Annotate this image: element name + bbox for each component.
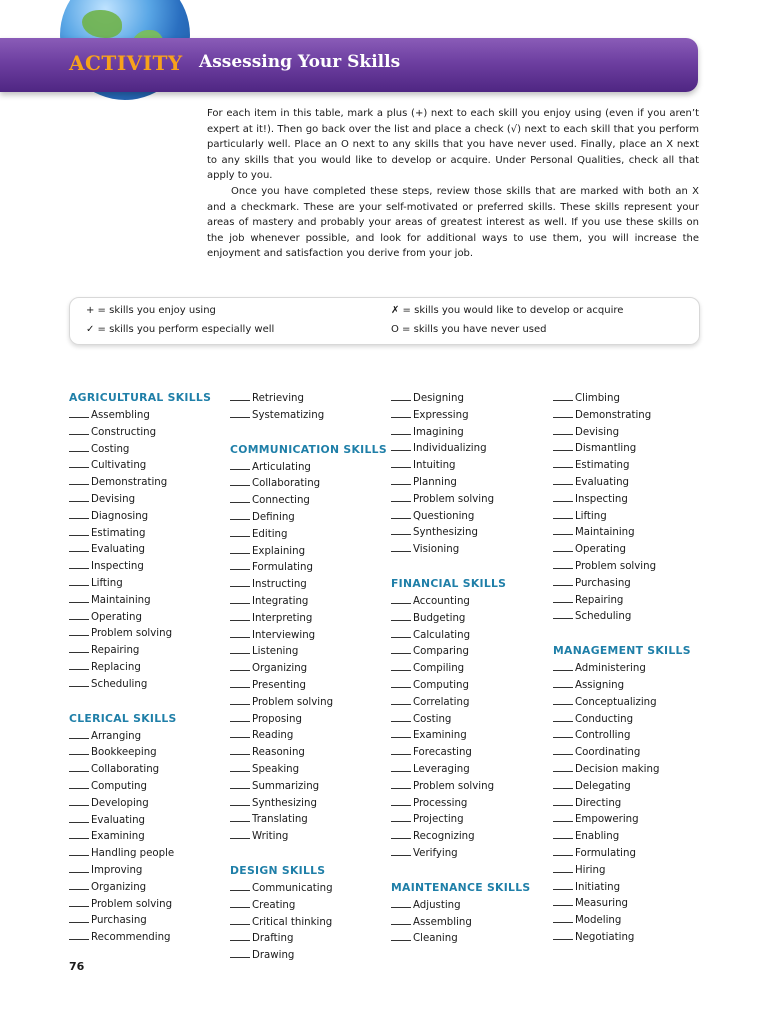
skill-item: Diagnosing xyxy=(69,509,229,526)
skill-item: Articulating xyxy=(230,460,390,477)
section-heading: CLERICAL SKILLS xyxy=(69,711,177,725)
section-heading: MANAGEMENT SKILLS xyxy=(553,644,691,658)
skill-item: Lifting xyxy=(69,576,229,593)
skill-item: Retrieving xyxy=(230,391,390,408)
skill-item: Individualizing xyxy=(391,441,551,458)
skill-item: Enabling xyxy=(553,829,713,846)
skill-item: Inspecting xyxy=(553,492,713,509)
skill-item: Maintaining xyxy=(553,525,713,542)
skill-item: Computing xyxy=(391,678,551,695)
skill-item: Projecting xyxy=(391,812,551,829)
skill-item: Critical thinking xyxy=(230,915,390,932)
legend-box xyxy=(69,297,700,345)
skill-item: Conceptualizing xyxy=(553,695,713,712)
skill-item: Hiring xyxy=(553,863,713,880)
skill-item: Decision making xyxy=(553,762,713,779)
skill-item: Listening xyxy=(230,644,390,661)
skill-item: Visioning xyxy=(391,542,551,559)
legend-x: ✗ = skills you would like to develop or acquire xyxy=(391,305,624,316)
skill-item: Climbing xyxy=(553,391,713,408)
skill-item: Repairing xyxy=(553,593,713,610)
intro-text xyxy=(207,106,699,262)
skill-item: Budgeting xyxy=(391,611,551,628)
skill-item: Assigning xyxy=(553,678,713,695)
skill-item: Evaluating xyxy=(553,475,713,492)
skill-item: Costing xyxy=(391,712,551,729)
skill-item: Verifying xyxy=(391,846,551,863)
skill-item: Problem solving xyxy=(391,779,551,796)
skill-item: Expressing xyxy=(391,408,551,425)
skill-item: Demonstrating xyxy=(69,475,229,492)
skill-item: Imagining xyxy=(391,425,551,442)
skill-item: Designing xyxy=(391,391,551,408)
skill-item: Maintaining xyxy=(69,593,229,610)
skill-item: Costing xyxy=(69,442,229,459)
skill-item: Examining xyxy=(391,728,551,745)
skill-item: Directing xyxy=(553,796,713,813)
skill-item: Intuiting xyxy=(391,458,551,475)
skill-item: Problem solving xyxy=(391,492,551,509)
skill-item: Comparing xyxy=(391,644,551,661)
skill-item: Scheduling xyxy=(69,677,229,694)
skill-item: Proposing xyxy=(230,712,390,729)
skill-item: Arranging xyxy=(69,729,229,746)
skill-item: Bookkeeping xyxy=(69,745,229,762)
skill-item: Questioning xyxy=(391,509,551,526)
skill-item: Assembling xyxy=(69,408,229,425)
skill-item: Formulating xyxy=(230,560,390,577)
skill-item: Collaborating xyxy=(230,476,390,493)
skill-item: Calculating xyxy=(391,628,551,645)
skill-item: Formulating xyxy=(553,846,713,863)
activity-banner xyxy=(0,38,698,92)
skill-item: Dismantling xyxy=(553,441,713,458)
skill-item: Purchasing xyxy=(69,913,229,930)
skill-item: Operating xyxy=(553,542,713,559)
skill-item: Scheduling xyxy=(553,609,713,626)
legend-o: O = skills you have never used xyxy=(391,324,547,335)
skill-item: Examining xyxy=(69,829,229,846)
skill-item: Operating xyxy=(69,610,229,627)
skill-item: Evaluating xyxy=(69,542,229,559)
skill-item: Problem solving xyxy=(69,897,229,914)
skill-item: Processing xyxy=(391,796,551,813)
legend-plus: + = skills you enjoy using xyxy=(86,305,216,316)
skill-item: Handling people xyxy=(69,846,229,863)
skill-item: Problem solving xyxy=(230,695,390,712)
skill-item: Interpreting xyxy=(230,611,390,628)
skill-item: Devising xyxy=(69,492,229,509)
section-heading: FINANCIAL SKILLS xyxy=(391,576,507,590)
skill-item: Summarizing xyxy=(230,779,390,796)
skill-item: Delegating xyxy=(553,779,713,796)
skill-item: Improving xyxy=(69,863,229,880)
skill-item: Speaking xyxy=(230,762,390,779)
activity-label: ACTIVITY xyxy=(69,51,183,75)
skill-item: Organizing xyxy=(69,880,229,897)
skills-column-1 xyxy=(69,391,229,947)
skill-item: Purchasing xyxy=(553,576,713,593)
section-heading: AGRICULTURAL SKILLS xyxy=(69,391,212,404)
skill-item: Connecting xyxy=(230,493,390,510)
skill-item: Planning xyxy=(391,475,551,492)
skill-item: Leveraging xyxy=(391,762,551,779)
skill-item: Presenting xyxy=(230,678,390,695)
skill-item: Writing xyxy=(230,829,390,846)
section-heading: MAINTENANCE SKILLS xyxy=(391,880,531,894)
skill-item: Compiling xyxy=(391,661,551,678)
skill-item: Interviewing xyxy=(230,628,390,645)
intro-paragraph-2: Once you have completed these steps, review those skills that are marked with both an X and a checkmark. These are your self-motivated or preferred skills. These skills represent your areas of mastery and probably your areas of greatest interest as well. If you use these skills on the job whenever possible, and look for additional ways to use them, you will increase the enjoyment and satisfaction you derive from your job. xyxy=(207,185,699,260)
skill-item: Recommending xyxy=(69,930,229,947)
skill-item: Translating xyxy=(230,812,390,829)
skill-item: Communicating xyxy=(230,881,390,898)
skill-item: Drafting xyxy=(230,931,390,948)
skill-item: Modeling xyxy=(553,913,713,930)
skill-item: Instructing xyxy=(230,577,390,594)
skill-item: Explaining xyxy=(230,544,390,561)
skill-item: Cultivating xyxy=(69,458,229,475)
skill-item: Computing xyxy=(69,779,229,796)
skill-item: Evaluating xyxy=(69,813,229,830)
skill-item: Problem solving xyxy=(553,559,713,576)
skill-item: Controlling xyxy=(553,728,713,745)
skill-item: Conducting xyxy=(553,712,713,729)
intro-paragraph-1: For each item in this table, mark a plus (+) next to each skill you enjoy using (even if you aren’t expert at it!). Then go back over the list and place a check (√) next to each skill that you perform particularly well. Place an O next to any skills that you have never used. Finally, place an X next to any skills that you would like to develop or acquire. Under Personal Qualities, check all that apply to you. xyxy=(207,108,699,182)
section-heading: DESIGN SKILLS xyxy=(230,863,326,877)
skill-item: Synthesizing xyxy=(391,525,551,542)
skill-item: Replacing xyxy=(69,660,229,677)
skill-item: Initiating xyxy=(553,880,713,897)
skill-item: Synthesizing xyxy=(230,796,390,813)
skill-item: Estimating xyxy=(553,458,713,475)
skills-column-2 xyxy=(230,391,390,965)
skill-item: Lifting xyxy=(553,509,713,526)
skill-item: Coordinating xyxy=(553,745,713,762)
skill-item: Organizing xyxy=(230,661,390,678)
skill-item: Integrating xyxy=(230,594,390,611)
skill-item: Forecasting xyxy=(391,745,551,762)
skill-item: Empowering xyxy=(553,812,713,829)
section-heading: COMMUNICATION SKILLS xyxy=(230,442,387,456)
skill-item: Correlating xyxy=(391,695,551,712)
page-number: 76 xyxy=(69,960,85,973)
skill-item: Adjusting xyxy=(391,898,551,915)
skill-item: Developing xyxy=(69,796,229,813)
skill-item: Drawing xyxy=(230,948,390,965)
skill-item: Devising xyxy=(553,425,713,442)
skill-item: Negotiating xyxy=(553,930,713,947)
skill-item: Administering xyxy=(553,661,713,678)
skill-item: Recognizing xyxy=(391,829,551,846)
legend-check: ✓ = skills you perform especially well xyxy=(86,324,275,335)
skill-item: Demonstrating xyxy=(553,408,713,425)
skill-item: Inspecting xyxy=(69,559,229,576)
skill-item: Defining xyxy=(230,510,390,527)
skill-item: Reasoning xyxy=(230,745,390,762)
skill-item: Editing xyxy=(230,527,390,544)
skill-item: Systematizing xyxy=(230,408,390,425)
skills-column-3 xyxy=(391,391,551,948)
skill-item: Measuring xyxy=(553,896,713,913)
page-title: Assessing Your Skills xyxy=(199,52,401,72)
skill-item: Accounting xyxy=(391,594,551,611)
skill-item: Problem solving xyxy=(69,626,229,643)
skill-item: Repairing xyxy=(69,643,229,660)
skills-column-4 xyxy=(553,391,713,947)
skill-item: Assembling xyxy=(391,915,551,932)
skill-item: Reading xyxy=(230,728,390,745)
skill-item: Estimating xyxy=(69,526,229,543)
skill-item: Cleaning xyxy=(391,931,551,948)
skill-item: Creating xyxy=(230,898,390,915)
skill-item: Constructing xyxy=(69,425,229,442)
skill-item: Collaborating xyxy=(69,762,229,779)
